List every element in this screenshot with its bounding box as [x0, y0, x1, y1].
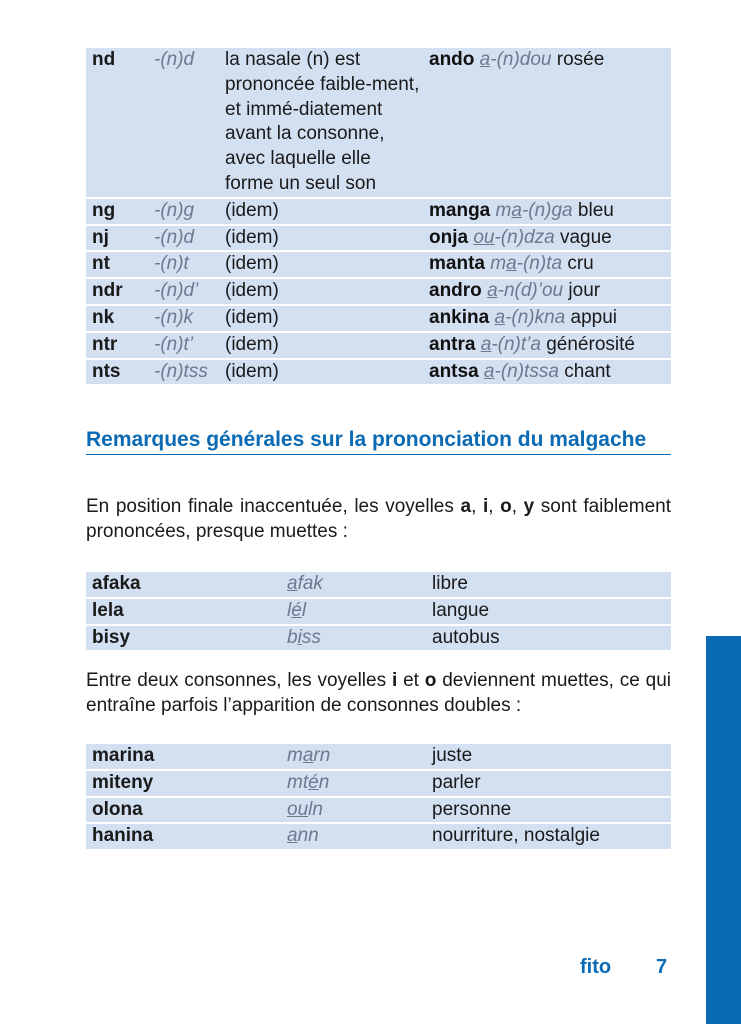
stressed-vowel: a — [494, 306, 506, 328]
letter-cell — [86, 278, 148, 305]
pron-part: m — [490, 253, 507, 275]
consonant-table — [86, 46, 671, 384]
pron-part: m — [287, 745, 303, 766]
description-cell — [219, 47, 423, 198]
table-row — [86, 305, 671, 332]
letter-text: nt — [92, 253, 110, 275]
description-cell — [219, 198, 423, 225]
description-text: (idem) — [225, 333, 279, 355]
description-text: (idem) — [225, 226, 279, 248]
example-word: manga — [429, 199, 491, 221]
pron-part: fak — [297, 573, 323, 594]
pron-part: n — [318, 771, 330, 793]
word-cell — [86, 823, 281, 849]
letter-cell — [86, 251, 148, 278]
table-row — [86, 198, 671, 225]
page-number-word: fito — [580, 956, 612, 978]
example-word: ankina — [429, 306, 490, 328]
stressed-vowel: ou — [287, 798, 309, 820]
example-word: onja — [429, 226, 469, 248]
example-cell — [423, 305, 671, 332]
meaning-cell — [426, 797, 671, 824]
meaning-cell — [426, 823, 671, 849]
pronunciation-cell — [148, 305, 219, 332]
pronunciation-cell — [281, 823, 426, 849]
pronunciation-cell — [148, 47, 219, 198]
example-cell — [423, 47, 671, 198]
example-pronunciation — [496, 200, 573, 221]
pronunciation-text: -(n)t’ — [154, 333, 194, 355]
letter-text: nd — [92, 49, 116, 70]
pron-part: l — [301, 599, 307, 621]
pron-part: -(n)t’a — [491, 333, 541, 355]
pronunciation-text: -(n)d — [154, 226, 195, 248]
letter-text: ndr — [92, 280, 123, 302]
stressed-vowel: é — [291, 599, 302, 621]
meaning-text: juste — [432, 745, 473, 766]
table-row — [86, 359, 671, 385]
letter-cell — [86, 305, 148, 332]
paragraph-final-vowels: En position finale inaccentuée, les voyelles a, i, o, y sont faiblement prononcées, presque muettes : — [86, 496, 671, 542]
meaning-cell — [426, 571, 671, 598]
letter-cell — [86, 198, 148, 225]
pron-part: -(n)dza — [494, 226, 555, 248]
letter-text: nts — [92, 360, 121, 382]
description-text: (idem) — [225, 280, 279, 302]
example-word: andro — [429, 280, 482, 302]
stressed-vowel: a — [506, 253, 517, 275]
word-cell — [86, 571, 281, 598]
stressed-vowel: a — [483, 360, 495, 382]
example-pronunciation — [494, 307, 565, 328]
table-row — [86, 571, 671, 598]
letter-text: ntr — [92, 333, 118, 355]
table-row — [86, 225, 671, 252]
pron-part: mt — [287, 771, 309, 793]
example-meaning: cru — [567, 253, 594, 275]
pronunciation-cell — [281, 743, 426, 770]
word-text: olona — [92, 798, 143, 820]
word-text: marina — [92, 745, 155, 766]
pronunciation-cell — [281, 571, 426, 598]
stressed-vowel: a — [487, 280, 498, 302]
example-cell — [423, 278, 671, 305]
meaning-text: parler — [432, 771, 481, 793]
pron-part: b — [287, 626, 298, 648]
description-cell — [219, 278, 423, 305]
letter-text: nk — [92, 306, 115, 328]
table-row — [86, 770, 671, 797]
stressed-vowel: a — [511, 199, 522, 221]
pron-part: nn — [297, 825, 319, 847]
word-cell — [86, 598, 281, 625]
table-row — [86, 598, 671, 625]
example-pronunciation — [487, 280, 563, 301]
pronunciation-cell — [148, 225, 219, 252]
example-word: manta — [429, 253, 485, 275]
pron-part: ln — [308, 798, 323, 820]
description-cell — [219, 359, 423, 385]
pronunciation-cell — [148, 278, 219, 305]
description-text: (idem) — [225, 199, 279, 221]
word-cell — [86, 743, 281, 770]
example-cell — [423, 198, 671, 225]
letter-cell — [86, 47, 148, 198]
stressed-vowel: a — [302, 745, 314, 766]
pronunciation-cell — [148, 251, 219, 278]
meaning-text: nourriture, nostalgie — [432, 825, 600, 847]
example-pronunciation — [480, 49, 552, 70]
example-pronunciation — [490, 253, 562, 274]
description-text: (idem) — [225, 360, 279, 382]
word-cell — [86, 770, 281, 797]
description-cell — [219, 251, 423, 278]
pron-part: ss — [301, 626, 321, 648]
example-meaning: vague — [559, 226, 612, 248]
meaning-text: autobus — [432, 626, 500, 648]
mute-vowel-table — [86, 742, 671, 849]
example-pronunciation — [484, 361, 559, 382]
letter-cell — [86, 359, 148, 385]
word-text: miteny — [92, 771, 154, 793]
meaning-cell — [426, 625, 671, 651]
word-text: afaka — [92, 573, 141, 594]
stressed-vowel: a — [287, 825, 298, 847]
example-cell — [423, 332, 671, 359]
pronunciation-text: -(n)d — [154, 49, 195, 70]
meaning-cell — [426, 598, 671, 625]
pronunciation-text: -(n)t — [154, 253, 189, 275]
letter-cell — [86, 332, 148, 359]
example-meaning: générosité — [546, 333, 635, 355]
letter-text: ng — [92, 199, 116, 221]
pron-part: -n(d)’ou — [497, 280, 564, 302]
description-cell — [219, 305, 423, 332]
letter-text: nj — [92, 226, 109, 248]
pron-part: l — [287, 599, 292, 621]
description-cell — [219, 332, 423, 359]
pronunciation-cell — [281, 625, 426, 651]
final-vowel-table — [86, 570, 671, 650]
pronunciation-text: -(n)d’ — [154, 280, 199, 302]
description-text: (idem) — [225, 306, 279, 328]
description-cell — [219, 225, 423, 252]
meaning-cell — [426, 770, 671, 797]
word-text: bisy — [92, 626, 131, 648]
example-cell — [423, 225, 671, 252]
description-text: la nasale (n) est prononcée faible-ment, et immé-diatement avant la consonne, avec laquelle elle forme un seul son — [225, 49, 420, 194]
section-heading: Remarques générales sur la prononciation du malgache — [86, 428, 671, 455]
page-number: 7 — [656, 956, 668, 978]
example-cell — [423, 251, 671, 278]
pronunciation-cell — [148, 198, 219, 225]
table-row — [86, 823, 671, 849]
example-meaning: bleu — [577, 199, 614, 221]
pron-part: rn — [313, 745, 331, 766]
pron-part: m — [495, 199, 512, 221]
pron-part: -(n)tssa — [494, 360, 559, 382]
example-pronunciation — [473, 227, 554, 248]
pronunciation-cell — [281, 797, 426, 824]
meaning-text: personne — [432, 798, 512, 820]
stressed-vowel: i — [297, 626, 302, 648]
table-row — [86, 743, 671, 770]
table-row — [86, 47, 671, 198]
table-row — [86, 278, 671, 305]
pronunciation-cell — [148, 359, 219, 385]
table-row — [86, 251, 671, 278]
pronunciation-text: -(n)tss — [154, 360, 208, 382]
pron-part: -(n)ga — [521, 199, 573, 221]
table-row — [86, 625, 671, 651]
word-cell — [86, 625, 281, 651]
example-cell — [423, 359, 671, 385]
table-row — [86, 797, 671, 824]
table-row — [86, 332, 671, 359]
meaning-text: langue — [432, 599, 490, 621]
stressed-vowel: a — [287, 573, 298, 594]
paragraph-mute-vowels: Entre deux consonnes, les voyelles i et o deviennent muettes, ce qui entraîne parfois l’apparition de consonnes doubles : — [86, 670, 672, 716]
thumb-index-tab — [706, 636, 741, 1024]
example-word: antsa — [429, 360, 479, 382]
pron-part: -(n)ta — [516, 253, 563, 275]
stressed-vowel: a — [479, 49, 491, 70]
example-meaning: appui — [570, 306, 618, 328]
letter-cell — [86, 225, 148, 252]
example-meaning: chant — [564, 360, 611, 382]
stressed-vowel: é — [308, 771, 319, 793]
example-meaning: jour — [568, 280, 601, 302]
pronunciation-text: -(n)g — [154, 199, 195, 221]
stressed-vowel: ou — [473, 226, 495, 248]
pronunciation-cell — [281, 598, 426, 625]
example-meaning: rosée — [556, 49, 605, 70]
word-text: lela — [92, 599, 124, 621]
example-pronunciation — [481, 334, 541, 355]
word-text: hanina — [92, 825, 154, 847]
pronunciation-cell — [148, 332, 219, 359]
word-cell — [86, 797, 281, 824]
pron-part: -(n)dou — [490, 49, 552, 70]
example-word: ando — [429, 49, 475, 70]
pronunciation-text: -(n)k — [154, 306, 194, 328]
example-word: antra — [429, 333, 476, 355]
stressed-vowel: a — [480, 333, 492, 355]
description-text: (idem) — [225, 253, 279, 275]
pronunciation-cell — [281, 770, 426, 797]
pron-part: -(n)kna — [505, 306, 566, 328]
meaning-text: libre — [432, 573, 468, 594]
meaning-cell — [426, 743, 671, 770]
